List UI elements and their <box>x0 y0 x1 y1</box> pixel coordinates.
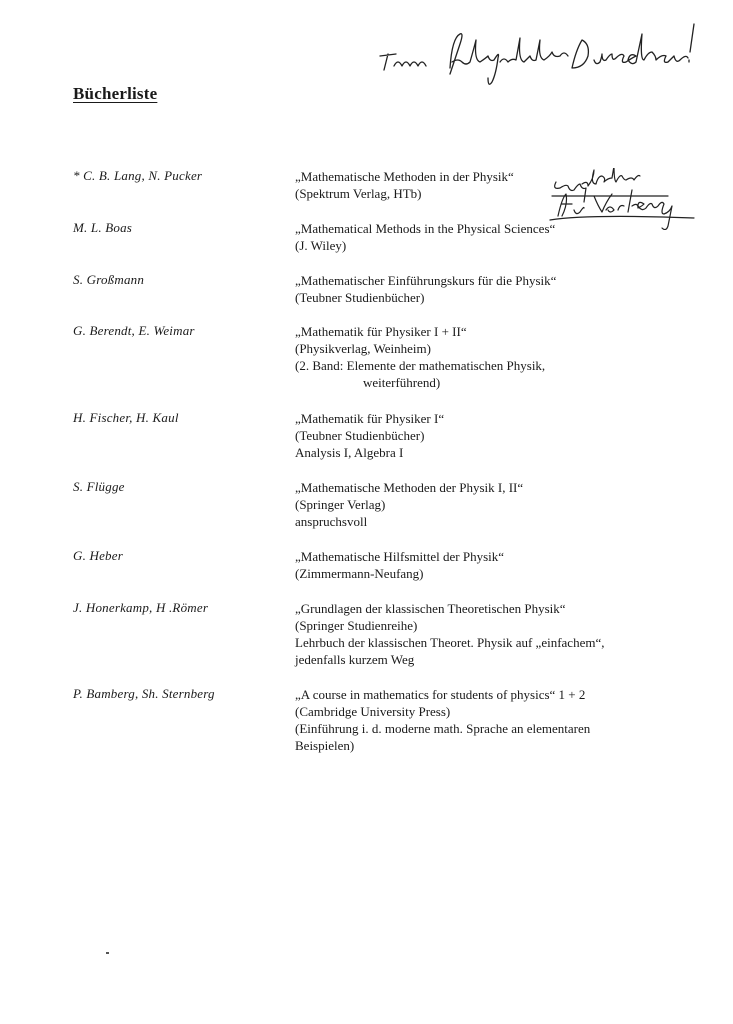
book-details <box>295 323 715 391</box>
book-details <box>295 272 715 306</box>
book-author: J. Honerkamp, H .Römer <box>73 600 209 615</box>
page-title: Bücherliste <box>73 84 158 103</box>
book-note: (2. Band: Elemente der mathematischen Physik, <box>295 358 546 373</box>
handwritten-top-note <box>372 18 712 88</box>
book-title: „Mathematik für Physiker I“ <box>295 411 445 426</box>
book-publisher: (Teubner Studienbücher) <box>295 290 425 305</box>
book-details <box>295 220 715 254</box>
book-author: G. Heber <box>73 548 123 563</box>
book-title: „Mathematische Hilfsmittel der Physik“ <box>295 549 505 564</box>
book-author: S. Flügge <box>73 479 125 494</box>
book-publisher: (Zimmermann-Neufang) <box>295 566 424 581</box>
book-publisher: (Springer Studienreihe) <box>295 618 418 633</box>
book-note: Analysis I, Algebra I <box>295 445 404 460</box>
book-note: (Einführung i. d. moderne math. Sprache an elementaren <box>295 721 591 736</box>
book-details <box>295 548 715 582</box>
book-note: weiterführend) <box>363 375 441 390</box>
book-title: „Mathematik für Physiker I + II“ <box>295 324 467 339</box>
book-publisher: (Springer Verlag) <box>295 497 386 512</box>
book-title: „A course in mathematics for students of physics“ 1 + 2 <box>295 687 586 702</box>
book-author: G. Berendt, E. Weimar <box>73 323 195 338</box>
book-details <box>295 600 715 668</box>
book-author: P. Bamberg, Sh. Sternberg <box>73 686 215 701</box>
book-title: „Mathematischer Einführungskurs für die Physik“ <box>295 273 557 288</box>
scan-speck <box>106 952 109 954</box>
book-author: S. Großmann <box>73 272 145 287</box>
book-note: Beispielen) <box>295 738 355 753</box>
book-publisher: (Physikverlag, Weinheim) <box>295 341 431 356</box>
book-details <box>295 168 715 202</box>
book-publisher: (Teubner Studienbücher) <box>295 428 425 443</box>
book-title: „Mathematische Methoden der Physik I, II“ <box>295 480 524 495</box>
book-author: H. Fischer, H. Kaul <box>73 410 179 425</box>
book-author: * C. B. Lang, N. Pucker <box>73 168 203 183</box>
book-note: jedenfalls kurzem Weg <box>295 652 415 667</box>
book-publisher: (Cambridge University Press) <box>295 704 451 719</box>
book-publisher: (J. Wiley) <box>295 238 347 253</box>
book-publisher: (Spektrum Verlag, HTb) <box>295 186 422 201</box>
book-details <box>295 410 715 461</box>
book-title: „Grundlagen der klassischen Theoretischen Physik“ <box>295 601 566 616</box>
book-title: „Mathematical Methods in the Physical Sciences“ <box>295 221 556 236</box>
book-title: „Mathematische Methoden in der Physik“ <box>295 169 514 184</box>
book-details <box>295 479 715 530</box>
book-note: Lehrbuch der klassischen Theoret. Physik auf „einfachem“, <box>295 635 605 650</box>
book-author: M. L. Boas <box>73 220 133 235</box>
book-note: anspruchsvoll <box>295 514 368 529</box>
book-details <box>295 686 715 754</box>
